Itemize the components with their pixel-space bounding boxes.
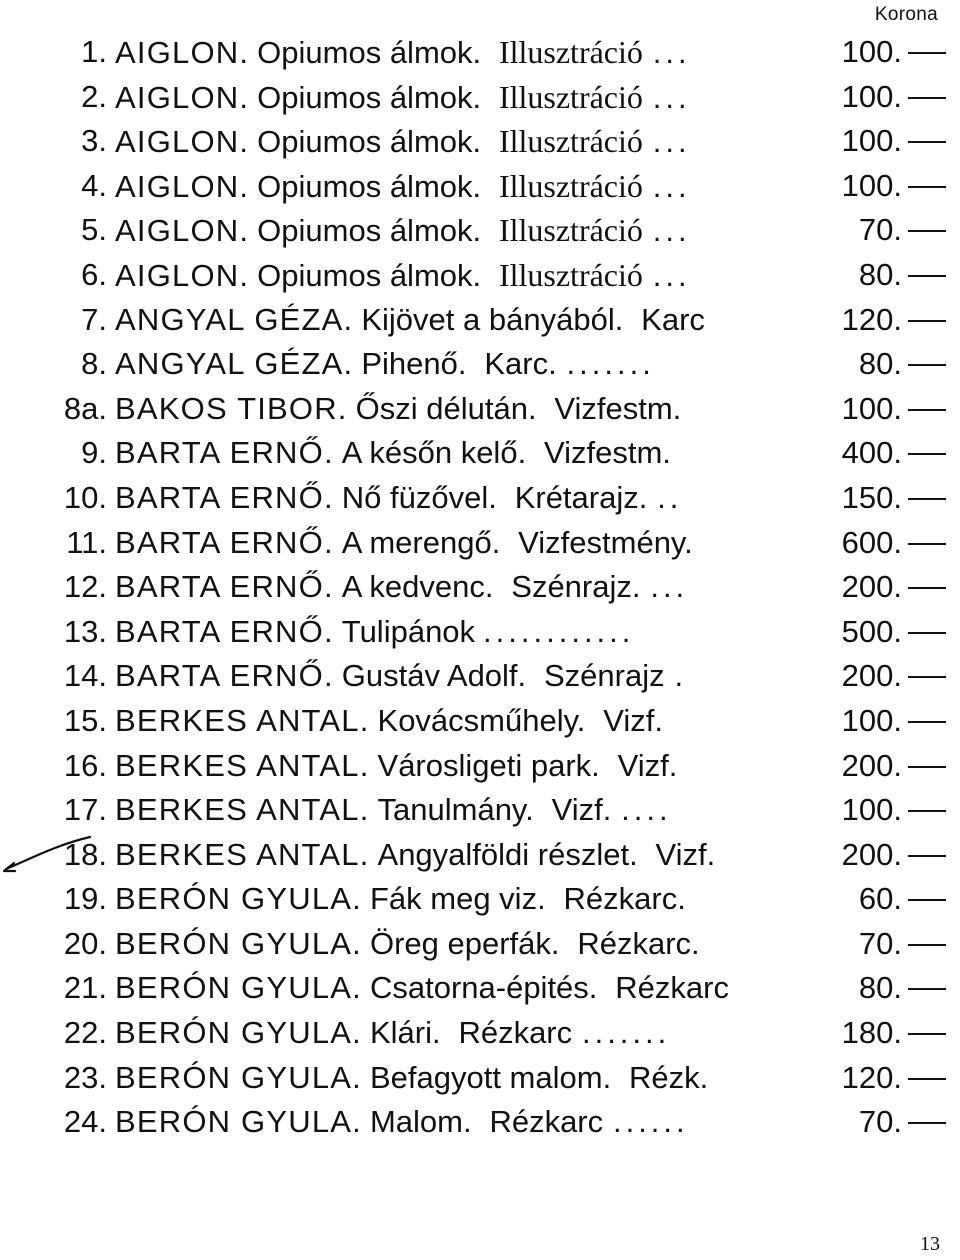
entry-artist: [115, 744, 677, 789]
entry-title: A kedvenc.: [341, 569, 494, 605]
entry-title: Opiumos álmok.: [257, 79, 482, 115]
entry-artist: [115, 922, 700, 967]
entry-artist: [115, 788, 672, 833]
entry-medium: Rézkarc: [489, 1104, 604, 1140]
list-item: [0, 476, 960, 521]
strike-arrow-mark: [0, 833, 120, 879]
dot-leader: .......: [581, 1015, 671, 1051]
list-item: [0, 565, 960, 610]
entry-price: 100.: [841, 123, 902, 159]
entry-title: Fák meg viz.: [369, 881, 546, 917]
entry-number: 22.: [63, 1015, 107, 1051]
dot-leader: ....: [621, 792, 672, 828]
dot-leader: .......: [566, 346, 655, 382]
artist-name: AIGLON.: [115, 124, 250, 160]
entry-number: 19.: [63, 881, 107, 917]
artist-name: BARTA ERNŐ.: [115, 435, 334, 471]
dot-leader: ...: [652, 35, 691, 70]
entry-number: 21.: [63, 970, 107, 1006]
entry-price: 100.: [841, 78, 902, 114]
entry-title: Opiumos álmok.: [257, 257, 482, 293]
entry-artist: [115, 966, 729, 1011]
dot-leader: ...: [652, 79, 691, 115]
entry-artist: [115, 654, 687, 699]
entry-medium: Szénrajz: [544, 658, 665, 694]
price-dash: [908, 320, 946, 322]
entry-number: 18.: [63, 836, 107, 872]
artist-name: BARTA ERNŐ.: [115, 569, 334, 605]
entry-title: Öreg eperfák.: [369, 925, 560, 961]
entry-title: Angyalföldi részlet.: [377, 836, 638, 872]
artist-name: BERÓN GYULA.: [115, 1015, 362, 1051]
entry-number: 20.: [63, 925, 107, 961]
entry-artist: [115, 476, 682, 521]
price-dash: [908, 766, 946, 768]
artist-name: AIGLON.: [115, 257, 250, 293]
entry-price: 120.: [841, 301, 902, 337]
entry-artist: [115, 877, 686, 922]
price-dash: [908, 1033, 946, 1035]
entry-title: Klári.: [369, 1015, 441, 1051]
entry-medium: Vizf.: [603, 702, 663, 738]
entry-price: 80.: [858, 970, 902, 1006]
entry-artist: [115, 565, 688, 610]
entry-price: 100.: [841, 792, 902, 828]
artist-name: AIGLON.: [115, 79, 250, 115]
entry-title: Opiumos álmok.: [257, 124, 482, 160]
entry-number: 4.: [81, 167, 107, 203]
entry-price: 70.: [858, 1104, 902, 1140]
list-item: [0, 342, 960, 387]
entry-title: Városligeti park.: [377, 747, 600, 783]
price-dash: [908, 275, 946, 277]
entry-title: A későn kelő.: [341, 435, 527, 471]
artist-name: BERKES ANTAL.: [115, 792, 370, 828]
artist-name: AIGLON.: [115, 168, 250, 204]
entry-number: 10.: [63, 479, 107, 515]
list-item: [0, 75, 960, 120]
list-item: [0, 966, 960, 1011]
price-dash: [908, 52, 946, 54]
strike-arrow-line: [6, 837, 90, 869]
entry-number: 3.: [81, 123, 107, 159]
entry-artist: [115, 30, 691, 76]
entry-price: 60.: [858, 881, 902, 917]
artist-name: BERÓN GYULA.: [115, 881, 362, 917]
entry-number: 12.: [63, 569, 107, 605]
price-dash: [908, 498, 946, 500]
entry-price: 400.: [841, 435, 902, 471]
list-item: [0, 877, 960, 922]
entry-number: 7.: [81, 301, 107, 337]
entry-medium: Vizfestm.: [554, 390, 682, 426]
dot-leader: ...: [652, 168, 691, 204]
entry-artist: [115, 699, 663, 744]
dot-leader: ...: [652, 257, 691, 293]
price-dash: [908, 230, 946, 232]
list-item: [0, 610, 960, 655]
price-dash: [908, 944, 946, 946]
artist-name: AIGLON.: [115, 35, 250, 70]
dot-leader: ......: [612, 1104, 689, 1140]
entry-price: 150.: [841, 479, 902, 515]
price-dash: [908, 676, 946, 678]
entry-medium: Rézkarc: [615, 970, 729, 1006]
artist-name: BERKES ANTAL.: [115, 702, 370, 738]
entry-number: 24.: [63, 1104, 107, 1140]
entry-medium: Illusztráció: [498, 78, 643, 115]
entry-medium: Szénrajz.: [511, 569, 641, 605]
list-item: [0, 521, 960, 566]
entry-medium: Illusztráció: [498, 256, 643, 293]
price-dash: [908, 1122, 946, 1124]
currency-header: Korona: [874, 4, 938, 25]
artist-name: BERÓN GYULA.: [115, 1059, 362, 1095]
entry-price: 100.: [841, 167, 902, 203]
list-item: [0, 253, 960, 298]
price-dash: [908, 409, 946, 411]
entry-number: 16.: [63, 747, 107, 783]
artwork-list: [0, 30, 960, 1145]
entry-price: 100.: [841, 702, 902, 738]
entry-number: 14.: [63, 658, 107, 694]
entry-artist: [115, 164, 691, 210]
entry-medium: Rézkarc.: [577, 925, 700, 961]
price-dash: [908, 141, 946, 143]
entry-number: 2.: [81, 78, 107, 114]
artist-name: BARTA ERNŐ.: [115, 658, 334, 694]
entry-artist: [115, 521, 693, 566]
price-dash: [908, 899, 946, 901]
entry-artist: [115, 610, 634, 655]
entry-medium: Rézkarc: [458, 1015, 573, 1051]
artist-name: BERÓN GYULA.: [115, 1104, 362, 1140]
entry-artist: [115, 833, 715, 878]
price-dash: [908, 632, 946, 634]
entry-price: 180.: [841, 1015, 902, 1051]
entry-artist: [115, 342, 655, 387]
entry-medium: Rézkarc.: [563, 881, 686, 917]
entry-number: 23.: [63, 1059, 107, 1095]
entry-number: 5.: [81, 212, 107, 248]
entry-medium: Karc: [641, 301, 705, 337]
entry-title: Tanulmány.: [377, 792, 534, 828]
entry-artist: [115, 1056, 708, 1101]
entry-medium: Vizf.: [617, 747, 678, 783]
artist-name: BARTA ERNŐ.: [115, 524, 334, 560]
entry-medium: Illusztráció: [498, 34, 643, 70]
entry-artist: [115, 387, 681, 432]
entry-title: Befagyott malom.: [369, 1059, 612, 1095]
entry-artist: [115, 208, 691, 254]
artist-name: AIGLON.: [115, 213, 250, 249]
price-dash: [908, 364, 946, 366]
entry-price: 200.: [841, 658, 902, 694]
list-item: [0, 164, 960, 209]
list-item: [0, 119, 960, 164]
artist-name: BERÓN GYULA.: [115, 970, 362, 1006]
artist-name: BERÓN GYULA.: [115, 925, 362, 961]
entry-price: 200.: [841, 747, 902, 783]
price-dash: [908, 855, 946, 857]
price-dash: [908, 587, 946, 589]
entry-price: 70.: [858, 925, 902, 961]
entry-medium: Vizf.: [655, 836, 716, 872]
entry-price: 80.: [858, 346, 902, 382]
list-item: [0, 922, 960, 967]
price-dash: [908, 988, 946, 990]
entry-price: 80.: [858, 256, 902, 292]
list-item: [0, 699, 960, 744]
entry-title: Gustáv Adolf.: [341, 658, 527, 694]
entry-title: Tulipánok: [341, 613, 476, 649]
list-item: [0, 387, 960, 432]
entry-number: 17.: [63, 792, 107, 828]
list-item: [0, 30, 960, 75]
price-dash: [908, 453, 946, 455]
entry-medium: Karc.: [484, 346, 557, 382]
entry-number: 15.: [63, 702, 107, 738]
entry-title: Opiumos álmok.: [257, 213, 482, 249]
price-dash: [908, 97, 946, 99]
entry-number: 1.: [81, 34, 107, 69]
entry-price: 100.: [841, 390, 902, 426]
entry-artist: [115, 75, 691, 121]
entry-price: 600.: [841, 524, 902, 560]
artist-name: BARTA ERNŐ.: [115, 613, 334, 649]
entry-price: 200.: [841, 569, 902, 605]
list-item: [0, 788, 960, 833]
entry-title: Opiumos álmok.: [257, 168, 482, 204]
entry-price: 120.: [841, 1059, 902, 1095]
list-item: [0, 431, 960, 476]
artist-name: BERKES ANTAL.: [115, 747, 370, 783]
price-dash: [908, 186, 946, 188]
entry-medium: Illusztráció: [498, 123, 643, 160]
list-item: [0, 1100, 960, 1145]
entry-artist: [115, 119, 691, 165]
entry-title: Malom.: [369, 1104, 472, 1140]
entry-title: Csatorna-épités.: [369, 970, 598, 1006]
list-item: [0, 744, 960, 789]
dot-leader: .: [674, 658, 688, 694]
price-dash: [908, 721, 946, 723]
entry-title: Kijövet a bányából.: [361, 301, 624, 337]
dot-leader: ...: [652, 213, 691, 249]
entry-price: 70.: [858, 212, 902, 248]
entry-medium: Vizf.: [551, 792, 612, 828]
artist-name: BARTA ERNŐ.: [115, 479, 334, 515]
entry-number: 9.: [81, 435, 107, 471]
dot-leader: ..: [657, 479, 683, 515]
entry-artist: [115, 298, 705, 343]
entry-title: Pihenő.: [361, 346, 467, 382]
entry-medium: Rézk.: [629, 1059, 709, 1095]
artist-name: BAKOS TIBOR.: [115, 390, 348, 426]
dot-leader: ............: [483, 613, 635, 649]
entry-number: 6.: [81, 256, 107, 292]
entry-price: 100.: [841, 34, 902, 69]
entry-medium: Vizfestmény.: [518, 524, 693, 560]
entry-artist: [115, 1011, 670, 1056]
entry-price: 200.: [841, 836, 902, 872]
list-item: [0, 1056, 960, 1101]
price-dash: [908, 810, 946, 812]
entry-artist: [115, 253, 691, 299]
entry-title: Kovácsműhely.: [377, 702, 586, 738]
entry-number: 13.: [63, 613, 107, 649]
entry-number: 8a.: [63, 390, 107, 426]
entry-title: Őszi délután.: [355, 390, 537, 426]
artist-name: ANGYAL GÉZA.: [115, 301, 354, 337]
entry-title: Opiumos álmok.: [257, 35, 482, 70]
entry-title: Nő füzővel.: [341, 479, 497, 515]
list-item: [0, 833, 960, 878]
list-item: [0, 208, 960, 253]
list-item: [0, 654, 960, 699]
list-item: [0, 1011, 960, 1056]
entry-medium: Vizfestm.: [544, 435, 671, 471]
price-dash: [908, 1078, 946, 1080]
entry-number: 8.: [81, 346, 107, 382]
entry-number: 11.: [66, 524, 107, 560]
dot-leader: ...: [652, 124, 691, 160]
artist-name: ANGYAL GÉZA.: [115, 346, 354, 382]
page-number: 13: [920, 1233, 940, 1255]
entry-medium: Krétarajz.: [514, 479, 648, 515]
entry-medium: Illusztráció: [498, 212, 643, 249]
entry-title: A merengő.: [341, 524, 501, 560]
entry-price: 500.: [841, 613, 902, 649]
list-item: [0, 298, 960, 343]
entry-artist: [115, 1100, 689, 1145]
dot-leader: ...: [650, 569, 689, 605]
artist-name: BERKES ANTAL.: [115, 836, 370, 872]
price-dash: [908, 543, 946, 545]
entry-artist: [115, 431, 671, 476]
entry-medium: Illusztráció: [498, 167, 643, 204]
